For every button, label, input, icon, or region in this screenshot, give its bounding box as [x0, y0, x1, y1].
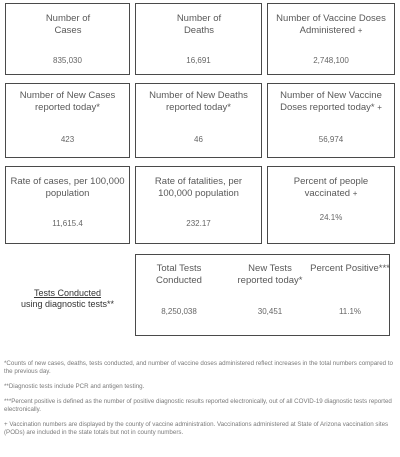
footnote: ***Percent positive is defined as the number of positive diagnostic results reported electronically, out of all COVID-19 diagnostic tests reported electronically.	[4, 398, 392, 413]
footnote: + Vaccination numbers are displayed by the county of vaccine administration. Vaccinations administered at State of Arizona vaccination sites (PODs) are included in the state totals but not in county numbers.	[4, 421, 389, 436]
card-label: Rate of fatalities, per 100,000 population	[154, 176, 243, 199]
card-value: 24.1%	[319, 213, 343, 222]
card-deaths	[135, 3, 262, 75]
percent-positive-label: Percent Positive***	[310, 263, 390, 274]
plus-marker: +	[357, 26, 363, 35]
card-case-rate	[5, 166, 130, 244]
card-new-cases	[5, 83, 130, 158]
card-value: 46	[194, 135, 203, 144]
footnote: **Diagnostic tests include PCR and antigen testing.	[4, 383, 145, 390]
card-label: Number of New Deaths reported today*	[149, 90, 248, 113]
card-label: Rate of cases, per 100,000 population	[10, 176, 125, 199]
card-label	[270, 90, 392, 114]
new-tests-label: New Tests reported today*	[237, 263, 303, 286]
card-percent-vaccinated	[267, 166, 395, 244]
tests-heading-subtitle: using diagnostic tests**	[20, 299, 115, 309]
card-new-vaccine-doses	[267, 83, 395, 158]
card-new-deaths	[135, 83, 262, 158]
card-label	[270, 176, 392, 200]
plus-marker: +	[377, 103, 382, 112]
card-label-text: Percent of people vaccinated	[293, 176, 369, 199]
card-value: 835,030	[53, 56, 82, 65]
card-label-text: Number of Vaccine Doses Administered	[276, 13, 386, 36]
footnotes	[4, 360, 396, 444]
tests-panel	[135, 254, 390, 336]
card-value: 2,748,100	[313, 56, 349, 65]
new-tests-value: 30,451	[257, 307, 283, 316]
footnote: *Counts of new cases, deaths, tests conducted, and number of vaccine doses administered reflect increases in the total numbers compared to the previous day.	[4, 360, 393, 375]
card-fatality-rate	[135, 166, 262, 244]
card-value: 423	[60, 135, 75, 144]
card-value: 232.17	[186, 219, 211, 228]
card-label: Number of Deaths	[176, 13, 222, 36]
card-label-text: Number of New Vaccine Doses reported today*	[280, 90, 382, 113]
card-label: Number of Cases	[45, 13, 91, 36]
tests-heading-title: Tests Conducted	[33, 288, 102, 298]
card-label	[270, 13, 392, 37]
total-tests-label: Total Tests Conducted	[156, 263, 202, 286]
card-cases	[5, 3, 130, 75]
percent-positive-value: 11.1%	[338, 307, 362, 316]
tests-heading	[0, 288, 135, 310]
card-value: 56,974	[318, 135, 344, 144]
card-value: 11,615.4	[52, 219, 83, 228]
card-label: Number of New Cases reported today*	[19, 90, 116, 113]
plus-marker: +	[352, 189, 358, 198]
card-vaccine-doses	[267, 3, 395, 75]
total-tests-value: 8,250,038	[161, 307, 197, 316]
card-value: 16,691	[186, 56, 211, 65]
